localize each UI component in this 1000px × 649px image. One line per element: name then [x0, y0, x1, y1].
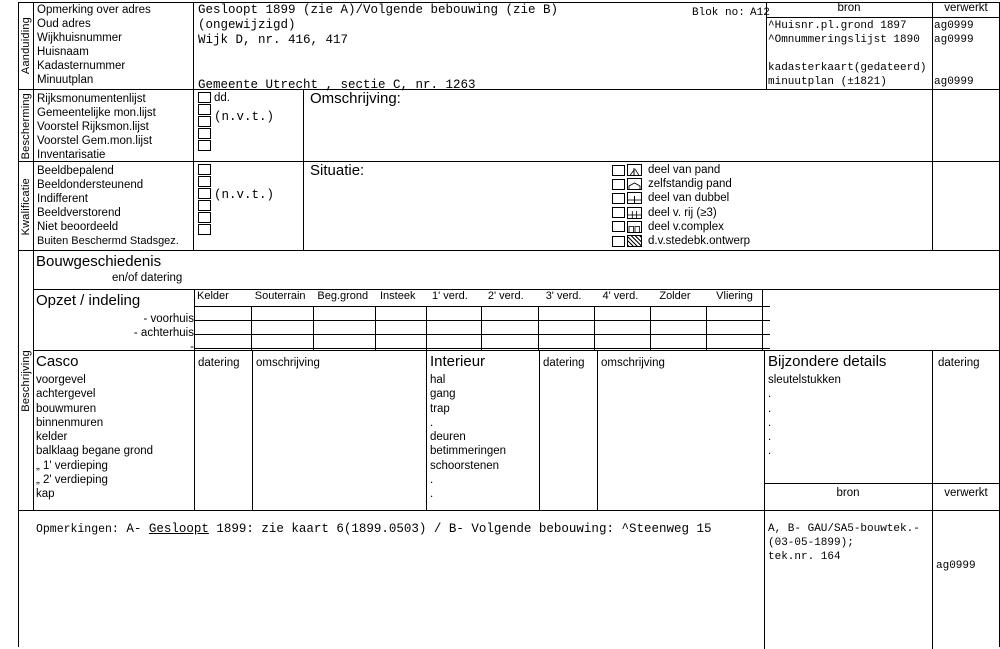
aanduiding-bron-verwerkt: ag0999	[934, 34, 974, 46]
kwalificatie-vertical-label: Kwalificatie	[20, 177, 32, 236]
opzet-col-header: 4' verd.	[602, 290, 639, 302]
interieur-row-label: deuren	[430, 431, 466, 444]
kwalificatie-label-row: Beeldverstorend	[37, 207, 121, 220]
opzet-bottom-border	[34, 290, 1000, 351]
opzet-col-header: Insteek	[379, 290, 416, 302]
interieur-row-label: .	[430, 416, 434, 429]
bijzondere-row-label: .	[768, 388, 772, 401]
opzet-col-header: 3' verd.	[545, 290, 582, 302]
blok-no-value: A12	[750, 7, 770, 19]
casco-row-label: „ 1' verdieping	[36, 459, 108, 472]
opzet-row-voorhuis: - voorhuis	[143, 313, 194, 325]
interieur-col-datering-header: datering	[543, 357, 585, 369]
bescherming-label-row: Voorstel Gem.mon.lijst	[37, 135, 153, 148]
opzet-col-header: Vliering	[716, 290, 753, 302]
bijzondere-bron-header: bron	[836, 487, 860, 499]
situatie-label: Situatie:	[310, 162, 365, 179]
situatie-legend-label: d.v.stedebk.ontwerp	[648, 235, 751, 248]
bijzondere-row-label: .	[768, 402, 772, 415]
opmerkingen-label: Opmerkingen:	[36, 523, 119, 536]
bescherming-label-row: Rijksmonumentenlijst	[37, 93, 146, 105]
bijzondere-col-datering-header: datering	[938, 357, 980, 369]
aanduiding-bron-verwerkt: ag0999	[934, 20, 974, 32]
opzet-col-header: Beg.grond	[317, 290, 369, 302]
bescherming-dd-label: dd.	[214, 92, 230, 104]
casco-row-label: balklaag begane grond	[36, 445, 154, 458]
situatie-legend-label: zelfstandig pand	[648, 178, 732, 191]
kwalificatie-bottom-border	[18, 162, 1000, 251]
aanduiding-label-row: Minuutplan	[37, 74, 94, 87]
interieur-row-label: gang	[430, 388, 456, 401]
interieur-row-label: schoorstenen	[430, 459, 500, 472]
opzet-col-header: 2' verd.	[487, 290, 524, 302]
kwalificatie-label-row: Beeldondersteunend	[37, 179, 144, 192]
opzet-col-header: Souterrain	[254, 290, 306, 302]
aanduiding-bron-item: ^Huisnr.pl.grond 1897	[768, 20, 907, 32]
aanduiding-label-row: Opmerking over adres	[37, 4, 151, 16]
opzet-row-third: -	[190, 341, 194, 353]
opmerkingen-verwerkt-value: ag0999	[936, 560, 976, 572]
blok-no-label: Blok no:	[692, 7, 745, 19]
beschrijving-vertical-label: Beschrijving	[20, 350, 32, 412]
bescherming-label-row: Inventarisatie	[37, 149, 106, 162]
opmerkingen-bron-line: (03-05-1899);	[768, 537, 854, 549]
bijzondere-row-label: sleutelstukken	[768, 374, 841, 386]
opzet-indeling-title: Opzet / indeling	[36, 292, 141, 309]
interieur-row-label: .	[430, 488, 434, 501]
situatie-legend-label: deel v. rij (≥3)	[648, 206, 717, 219]
casco-title: Casco	[36, 353, 79, 370]
bijzondere-row-label: .	[768, 416, 772, 429]
aanduiding-label-row: Kadasternummer	[37, 60, 126, 73]
opzet-col-header: Zolder	[659, 290, 691, 302]
interieur-row-label: hal	[430, 374, 446, 386]
bijzondere-row-label: .	[768, 431, 772, 444]
opzet-col-header: Kelder	[197, 290, 229, 302]
aanduiding-bron-item: minuutplan (±1821)	[768, 76, 887, 88]
interieur-row-label: .	[430, 474, 434, 487]
aanduiding-bron-item: kadasterkaart(gedateerd)	[768, 62, 927, 74]
situatie-legend-label: deel van pand	[648, 164, 721, 177]
opmerkingen-text-a-underlined: Gesloopt	[148, 522, 209, 536]
aanduiding-bottom-border	[18, 2, 1000, 90]
casco-row-label: „ 2' verdieping	[36, 474, 108, 487]
aanduiding-bron-header: bron	[837, 2, 861, 14]
bijzondere-verwerkt-header: verwerkt	[944, 487, 988, 499]
aanduiding-text-line: Gemeente Utrecht , sectie C, nr. 1263	[198, 78, 476, 92]
bescherming-label-row: Gemeentelijke mon.lijst	[37, 107, 156, 120]
bescherming-nvt: (n.v.t.)	[214, 110, 275, 124]
opmerkingen-bron-line: tek.nr. 164	[768, 551, 841, 563]
aanduiding-verwerkt-header: verwerkt	[944, 2, 988, 14]
bijzondere-row-label: .	[768, 445, 772, 458]
casco-row-label: binnenmuren	[36, 416, 104, 429]
interieur-title: Interieur	[430, 353, 486, 370]
casco-row-label: kelder	[36, 431, 68, 444]
aanduiding-bron-item: ^Omnummeringslijst 1890	[768, 34, 920, 46]
aanduiding-text-line: (ongewijzigd)	[198, 18, 296, 32]
kwalificatie-label-row: Buiten Beschermd Stadsgez.	[37, 235, 179, 248]
aanduiding-label-row: Huisnaam	[37, 46, 89, 59]
omschrijving-label: Omschrijving:	[310, 90, 401, 107]
aanduiding-label-row: Wijkhuisnummer	[37, 32, 122, 45]
aanduiding-vertical-label: Aanduiding	[20, 17, 32, 75]
bijzondere-details-title: Bijzondere details	[768, 353, 887, 370]
beschrijving-bottom-border	[18, 351, 1000, 511]
opmerkingen-right-col-border	[764, 511, 765, 649]
bouwgeschiedenis-title: Bouwgeschiedenis	[36, 253, 162, 270]
aanduiding-bron-verwerkt: ag0999	[934, 76, 974, 88]
casco-row-label: achtergevel	[36, 388, 96, 401]
bouwgeschiedenis-subtitle: en/of datering	[112, 272, 183, 284]
bescherming-bottom-border	[18, 90, 1000, 162]
kwalificatie-nvt: (n.v.t.)	[214, 188, 275, 202]
aanduiding-text-line: Gesloopt 1899 (zie A)/Volgende bebouwing (zie B)	[198, 3, 559, 17]
casco-col-omschrijving-header: omschrijving	[256, 357, 320, 369]
opmerkingen-text-a-rest: 1899: zie kaart 6(1899.0503) / B- Volgende bebouwing: ^Steenweg 15	[208, 522, 712, 536]
situatie-legend-label: deel van dubbel	[648, 192, 730, 205]
opmerkingen-bron-line: A, B- GAU/SA5-bouwtek.-	[768, 523, 920, 535]
kwalificatie-label-row: Niet beoordeeld	[37, 221, 119, 234]
aanduiding-label-row: Oud adres	[37, 18, 91, 31]
situatie-legend-label: deel v.complex	[648, 220, 724, 233]
bescherming-vertical-label: Bescherming	[20, 92, 32, 160]
interieur-row-label: betimmeringen	[430, 445, 507, 458]
casco-col-datering-header: datering	[198, 357, 240, 369]
interieur-col-omschrijving-header: omschrijving	[601, 357, 665, 369]
opmerkingen-row	[36, 522, 756, 537]
kwalificatie-label-row: Indifferent	[37, 193, 88, 206]
interieur-row-label: trap	[430, 402, 450, 415]
opzet-row-achterhuis: - achterhuis	[133, 327, 194, 339]
aanduiding-text-line: Wijk D, nr. 416, 417	[198, 33, 349, 47]
kwalificatie-label-row: Beeldbepalend	[37, 165, 114, 177]
casco-row-label: kap	[36, 488, 55, 501]
bouwgeschiedenis-bottom-border	[34, 251, 1000, 290]
casco-row-label: bouwmuren	[36, 402, 97, 415]
casco-row-label: voorgevel	[36, 374, 86, 386]
opzet-col-header: 1' verd.	[432, 290, 468, 302]
opmerkingen-text-a: A-	[126, 522, 149, 536]
bescherming-label-row: Voorstel Rijksmon.lijst	[37, 121, 149, 134]
